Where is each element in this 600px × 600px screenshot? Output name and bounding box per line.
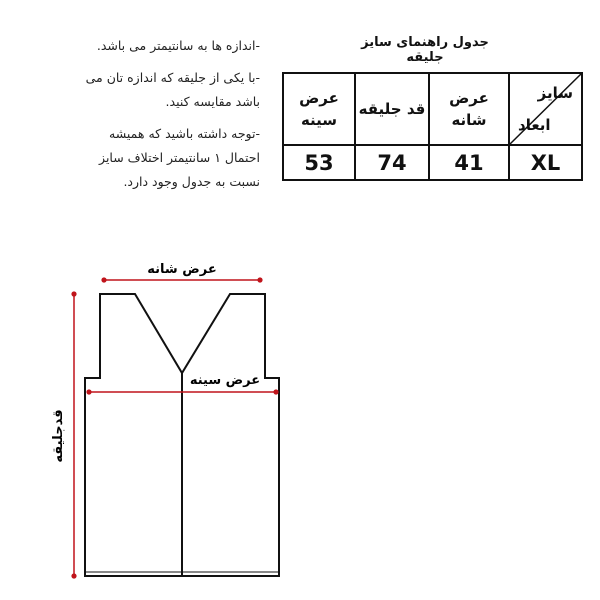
header-shoulder-line1: عرض (449, 89, 489, 107)
note-tolerance: -توجه داشته باشید که همیشه احتمال ۱ سانتیمتر اختلاف سایز نسبت به جدول وجود دارد. (99, 126, 260, 189)
value-vest-length: 74 (355, 145, 429, 180)
shoulder-label: عرض شانه (147, 262, 217, 277)
header-dimensions: ابعاد (518, 116, 551, 134)
vest-diagram (0, 240, 300, 600)
note-compare: -با یکی از جلیقه که اندازه تان می باشد مقایسه کنید. (85, 70, 260, 109)
header-chest-width (283, 73, 355, 145)
size-notes (75, 34, 260, 202)
chest-label: عرض سینه (189, 373, 261, 388)
shoulder-measure-end (257, 277, 262, 282)
chest-measure-end (273, 389, 278, 394)
table-title: جدول راهنمای سایز جلیقه (361, 35, 489, 65)
note-units: -اندازه ها به سانتیمتر می باشد. (96, 38, 260, 53)
length-label: قدجلیقه (51, 409, 66, 463)
header-shoulder-width (429, 73, 509, 145)
value-chest-width: 53 (283, 145, 355, 180)
value-size: XL (509, 145, 582, 180)
header-size-dimensions (509, 73, 582, 145)
header-chest-line2: سینه (300, 111, 338, 129)
header-vest-length: قد جلیقه (355, 73, 429, 145)
length-measure-start (71, 291, 76, 296)
header-size: سایز (537, 84, 573, 102)
value-shoulder-width: 41 (429, 145, 509, 180)
chest-measure-start (86, 389, 91, 394)
size-table (282, 72, 583, 181)
header-shoulder-line2: شانه (451, 111, 487, 129)
length-measure-end (71, 573, 76, 578)
shoulder-measure-start (101, 277, 106, 282)
header-chest-line1: عرض (299, 89, 339, 107)
